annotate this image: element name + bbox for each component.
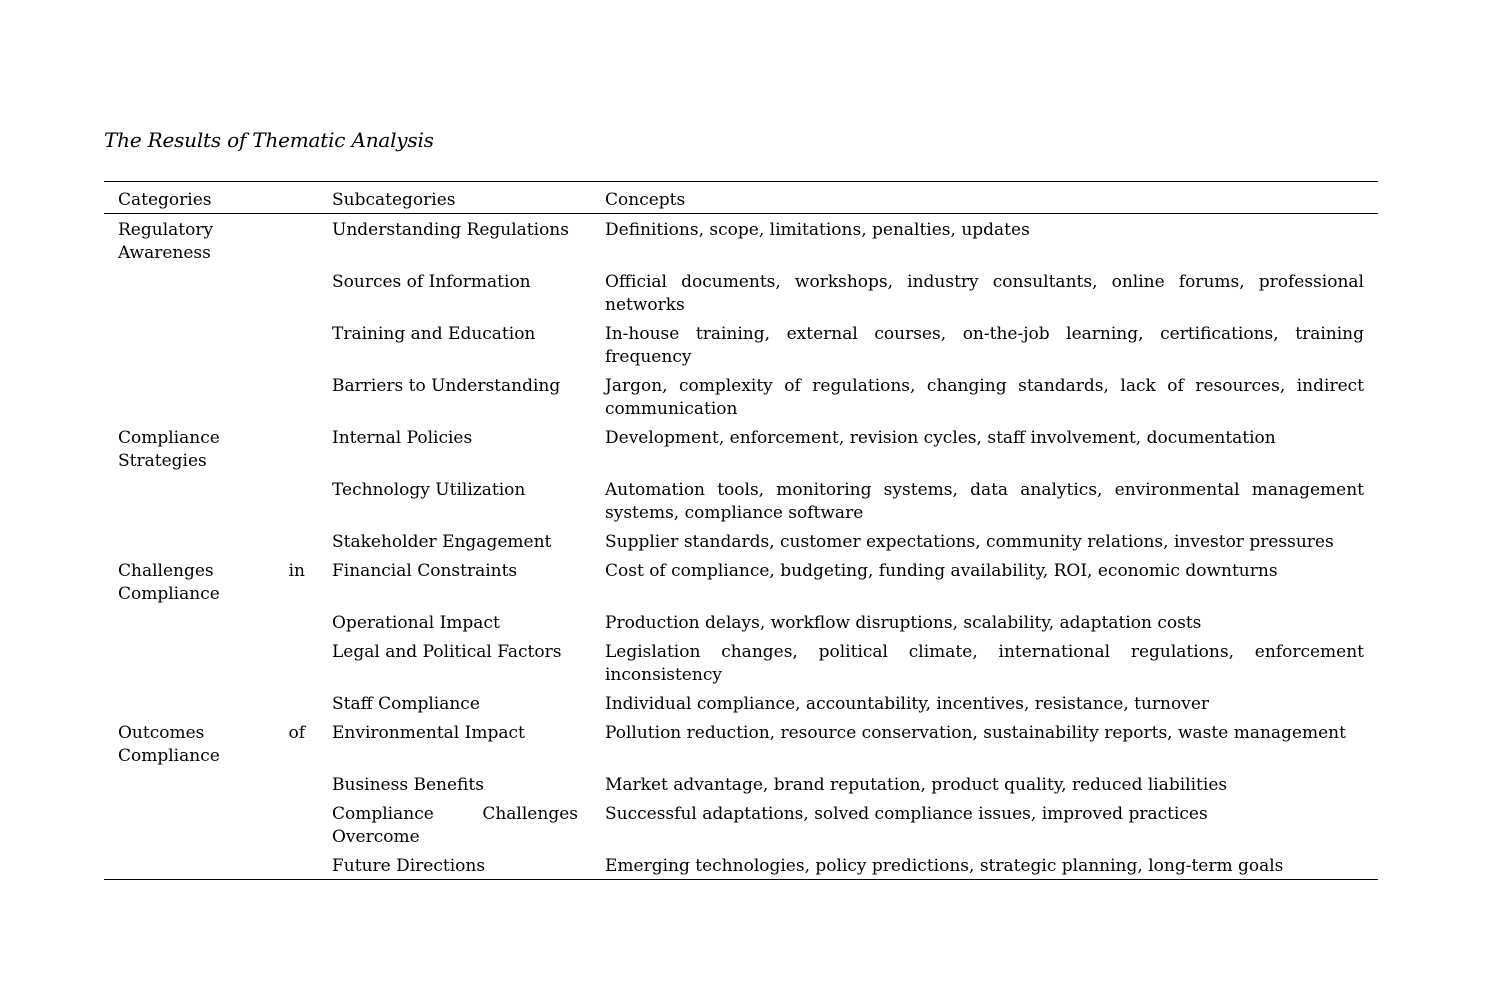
subcategory-cell: Staff Compliance	[332, 693, 480, 714]
concepts-cell: Successful adaptations, solved compliance issues, improved practices	[605, 803, 1208, 824]
subcategory-cell: Understanding Regulations	[332, 219, 569, 240]
category-cell	[104, 370, 318, 422]
category-cell	[104, 318, 318, 370]
table-row	[104, 318, 1378, 370]
concepts-cell: Automation tools, monitoring systems, data analytics, environmental management systems, compliance software	[605, 479, 1364, 523]
table-row	[104, 688, 1378, 717]
header-subcategories: Subcategories	[332, 190, 456, 210]
subcategory-cell: Compliance Challenges Overcome	[332, 803, 578, 847]
category-cell: Regulatory Awareness	[118, 219, 214, 263]
table-row	[104, 717, 1378, 769]
subcategory-cell: Business Benefits	[332, 774, 484, 795]
concepts-cell: Definitions, scope, limitations, penalties, updates	[605, 219, 1030, 240]
subcategory-cell: Technology Utilization	[332, 479, 526, 500]
category-cell	[104, 636, 318, 688]
table-row	[104, 526, 1378, 555]
category-cell	[104, 474, 318, 526]
subcategory-cell: Training and Education	[332, 323, 536, 344]
category-cell	[104, 607, 318, 636]
subcategory-cell: Stakeholder Engagement	[332, 531, 552, 552]
concepts-cell: Jargon, complexity of regulations, changing standards, lack of resources, indirect communication	[605, 375, 1364, 419]
category-cell	[104, 769, 318, 798]
category-cell: Outcomes of Compliance	[118, 722, 305, 766]
table-body	[104, 213, 1378, 879]
table-row	[104, 607, 1378, 636]
concepts-cell: Supplier standards, customer expectations, community relations, investor pressures	[605, 531, 1334, 552]
table-row	[104, 769, 1378, 798]
category-cell	[104, 266, 318, 318]
table-row	[104, 636, 1378, 688]
concepts-cell: In-house training, external courses, on-the-job learning, certifications, training frequency	[605, 323, 1364, 367]
table-row	[104, 850, 1378, 880]
table-row	[104, 213, 1378, 266]
category-cell: Compliance Strategies	[118, 427, 220, 471]
subcategory-cell: Environmental Impact	[332, 722, 525, 743]
subcategory-cell: Operational Impact	[332, 612, 500, 633]
concepts-cell: Individual compliance, accountability, incentives, resistance, turnover	[605, 693, 1210, 714]
category-cell	[104, 526, 318, 555]
category-cell	[104, 688, 318, 717]
subcategory-cell: Future Directions	[332, 855, 486, 876]
table-header	[104, 182, 1378, 214]
category-cell	[104, 850, 318, 880]
table-row	[104, 422, 1378, 474]
table-row	[104, 266, 1378, 318]
table-row	[104, 474, 1378, 526]
header-row	[104, 182, 1378, 214]
concepts-cell: Cost of compliance, budgeting, funding availability, ROI, economic downturns	[605, 560, 1278, 581]
concepts-cell: Legislation changes, political climate, international regulations, enforcement inconsistency	[605, 641, 1364, 685]
header-concepts: Concepts	[605, 190, 686, 210]
thematic-analysis-table	[104, 181, 1378, 880]
subcategory-cell: Legal and Political Factors	[332, 641, 562, 662]
table-row	[104, 555, 1378, 607]
concepts-cell: Development, enforcement, revision cycles, staff involvement, documentation	[605, 427, 1276, 448]
category-cell	[104, 798, 318, 850]
table-row	[104, 370, 1378, 422]
concepts-cell: Market advantage, brand reputation, product quality, reduced liabilities	[605, 774, 1228, 795]
concepts-cell: Emerging technologies, policy predictions, strategic planning, long-term goals	[605, 855, 1284, 876]
concepts-cell: Production delays, workflow disruptions, scalability, adaptation costs	[605, 612, 1202, 633]
subcategory-cell: Internal Policies	[332, 427, 473, 448]
subcategory-cell: Sources of Information	[332, 271, 531, 292]
category-cell: Challenges in Compliance	[118, 560, 305, 604]
header-categories: Categories	[118, 190, 212, 210]
concepts-cell: Official documents, workshops, industry consultants, online forums, professional networks	[605, 271, 1364, 315]
table-caption: The Results of Thematic Analysis	[104, 128, 434, 152]
concepts-cell: Pollution reduction, resource conservation, sustainability reports, waste management	[605, 722, 1346, 743]
subcategory-cell: Barriers to Understanding	[332, 375, 561, 396]
subcategory-cell: Financial Constraints	[332, 560, 518, 581]
table-row	[104, 798, 1378, 850]
